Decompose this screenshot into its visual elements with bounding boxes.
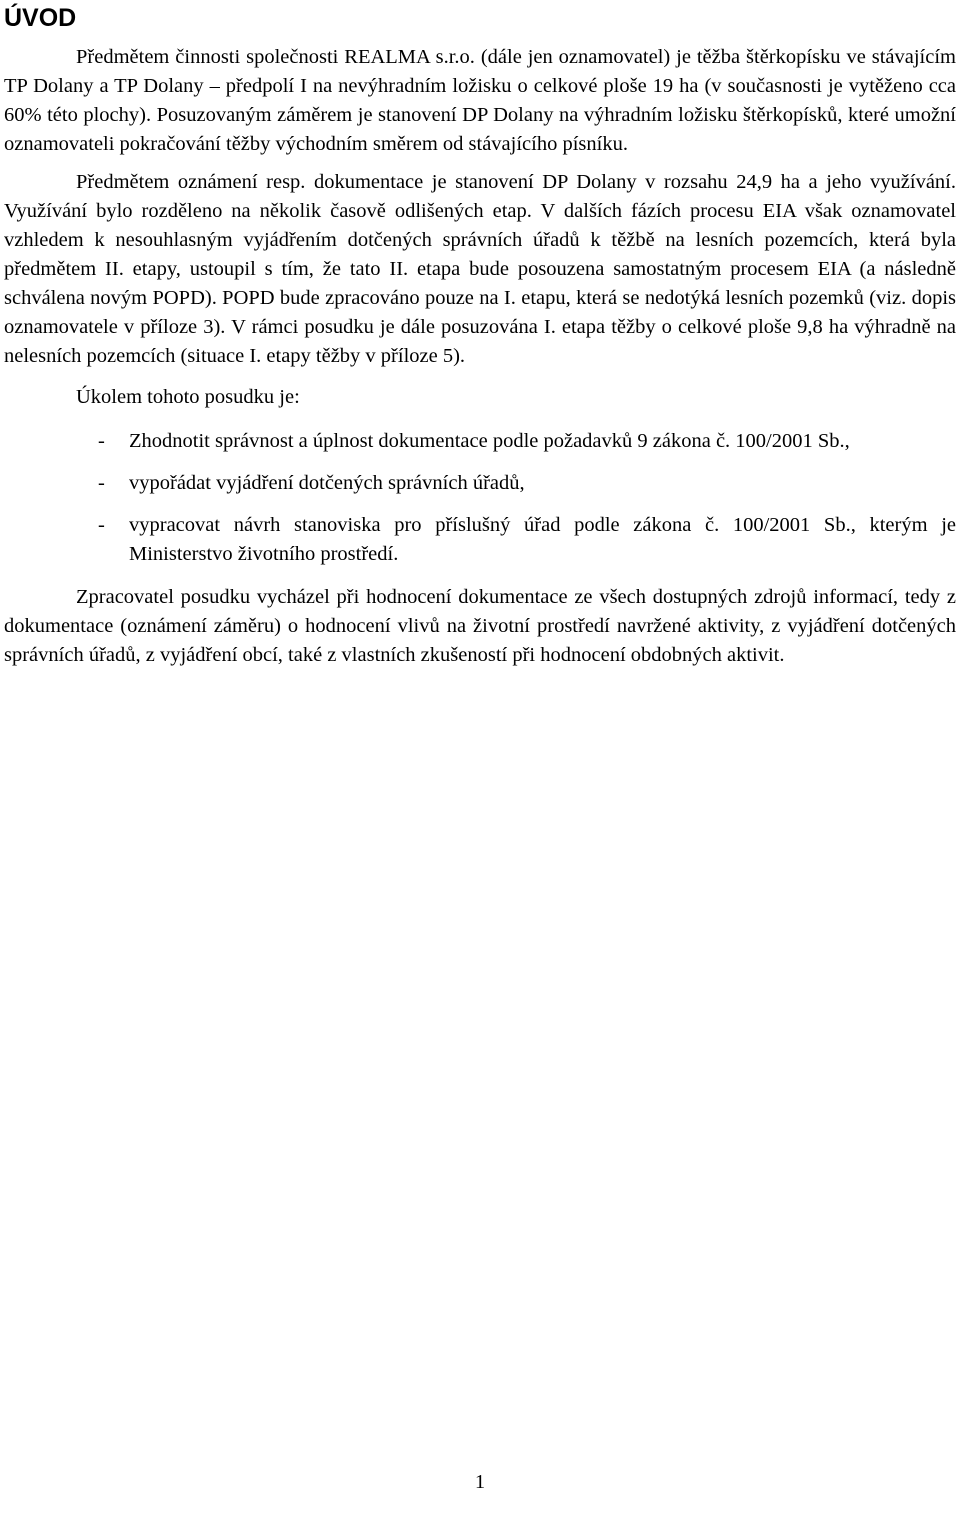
list-item (4, 469, 956, 498)
list-item (4, 511, 956, 569)
paragraph-scope: Předmětem oznámení resp. dokumentace je stanovení DP Dolany v rozsahu 24,9 ha a jeho využívání. Využívání bylo rozděleno na několik časově odlišených etap. V dalších fázích procesu EIA však oznamovatel vzhledem k nesouhlasným vyjádřením dotčených správních úřadů k těžbě na lesních pozemcích, která byla předmětem II. etapy, ustoupil s tím, že tato II. etapa bude posouzena samostatným procesem EIA (a následně schválena novým POPD). POPD bude zpracováno pouze na I. etapu, která se nedotýká lesních pozemků (viz. dopis oznamovatele v příloze 3). V rámci posudku je dále posuzována I. etapa těžby o celkové ploše 9,8 ha výhradně na nelesních pozemcích (situace I. etapy těžby v příloze 5). (4, 171, 956, 367)
tasks-intro: Úkolem tohoto posudku je: (76, 386, 300, 408)
list-dash: - (98, 514, 105, 536)
paragraph-intro: Předmětem činnosti společnosti REALMA s.r.o. (dále jen oznamovatel) je těžba štěrkopísku ve stávajícím TP Dolany a TP Dolany – předpolí I na nevýhradním ložisku o celkové ploše 19 ha (v současnosti je vytěženo cca 60% této plochy). Posuzovaným záměrem je stanovení DP Dolany na výhradním ložisku štěrkopísků, které umožní oznamovateli pokračování těžby východním směrem od stávajícího písníku. (4, 46, 956, 155)
paragraph-closing: Zpracovatel posudku vycházel při hodnocení dokumentace ze všech dostupných zdrojů informací, tedy z dokumentace (oznámení záměru) o hodnocení vlivů na životní prostředí navržené aktivity, z vyjádření dotčených správních úřadů, z vyjádření obcí, také z vlastních zkušeností při hodnocení obdobných aktivit. (4, 586, 956, 666)
page-number: 1 (474, 1471, 486, 1493)
list-item (4, 427, 956, 456)
section-heading: ÚVOD (4, 4, 77, 32)
list-item-text: vypořádat vyjádření dotčených správních úřadů, (129, 472, 525, 494)
task-list (4, 427, 956, 569)
list-item-text: Zhodnotit správnost a úplnost dokumentace podle požadavků 9 zákona č. 100/2001 Sb., (129, 430, 850, 452)
list-item-text: vypracovat návrh stanoviska pro příslušný úřad podle zákona č. 100/2001 Sb., kterým je Ministerstvo životního prostředí. (129, 514, 956, 565)
list-dash: - (98, 472, 105, 494)
list-dash: - (98, 430, 105, 452)
document-body (4, 43, 956, 670)
